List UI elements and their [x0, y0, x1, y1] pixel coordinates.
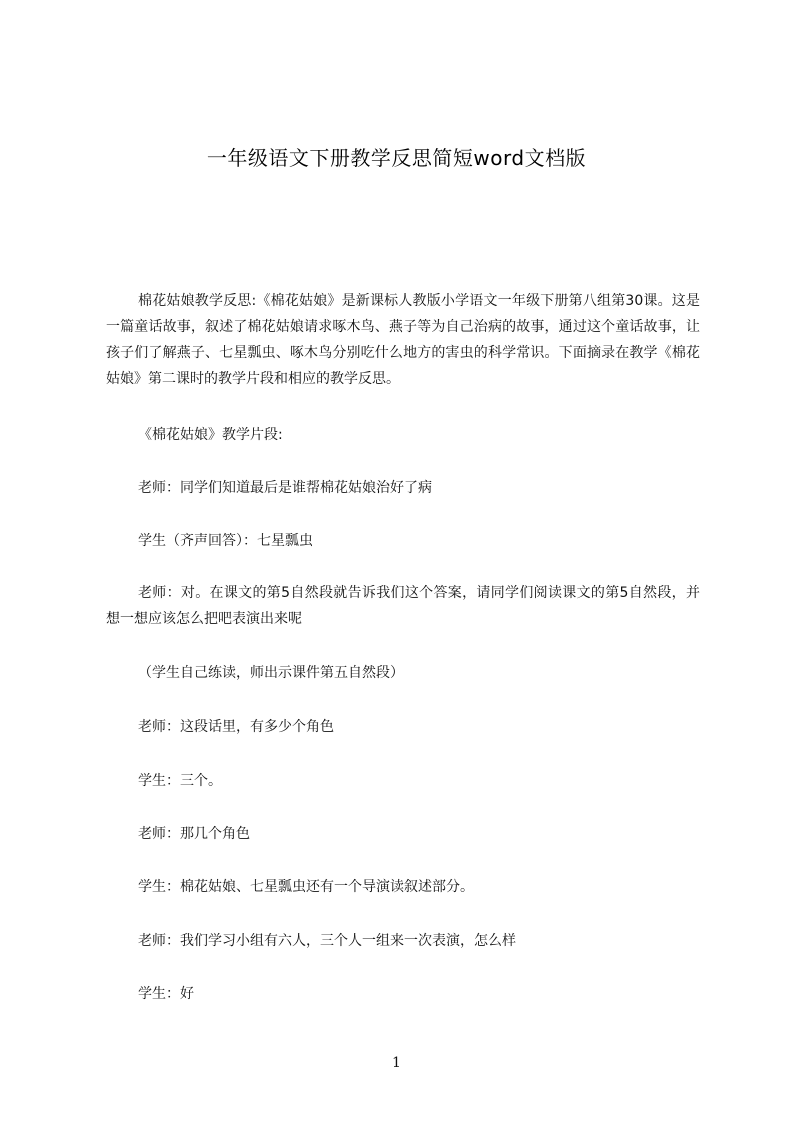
paragraph-dialogue: 老师：我们学习小组有六人，三个人一组来一次表演，怎么样	[138, 933, 516, 949]
paragraph-section-heading: 《棉花姑娘》教学片段:	[138, 427, 283, 443]
paragraph-dialogue: 学生：三个。	[138, 773, 222, 789]
document-title: 一年级语文下册教学反思简短word文档版	[206, 146, 587, 170]
page-number: 1	[392, 1055, 401, 1071]
paragraph-stage-note: （学生自己练读，师出示课件第五自然段）	[138, 665, 404, 681]
paragraph-dialogue: 老师：对。在课文的第5自然段就告诉我们这个答案，请同学们阅读课文的第5自然段，并想一想应该怎么把吧表演出来呢	[106, 585, 700, 627]
paragraph-dialogue: 老师：这段话里，有多少个角色	[138, 719, 334, 735]
paragraph-dialogue: 学生（齐声回答）：七星瓢虫	[138, 533, 313, 549]
paragraph-dialogue: 学生：棉花姑娘、七星瓢虫还有一个导演读叙述部分。	[138, 879, 474, 895]
paragraph-dialogue: 老师：那几个角色	[138, 826, 250, 842]
paragraph-dialogue: 学生：好	[138, 986, 194, 1002]
paragraph-dialogue: 老师：同学们知道最后是谁帮棉花姑娘治好了病	[138, 480, 432, 496]
paragraph-intro: 棉花姑娘教学反思:《棉花姑娘》是新课标人教版小学语文一年级下册第八组第30课。这是一篇童话故事，叙述了棉花姑娘请求啄木鸟、燕子等为自己治病的故事，通过这个童话故事，让孩子们了解燕子、七星瓢虫、啄木鸟分别吃什么地方的害虫的科学常识。下面摘录在教学《棉花姑娘》第二课时的教学片段和相应的教学反思。	[106, 293, 700, 387]
